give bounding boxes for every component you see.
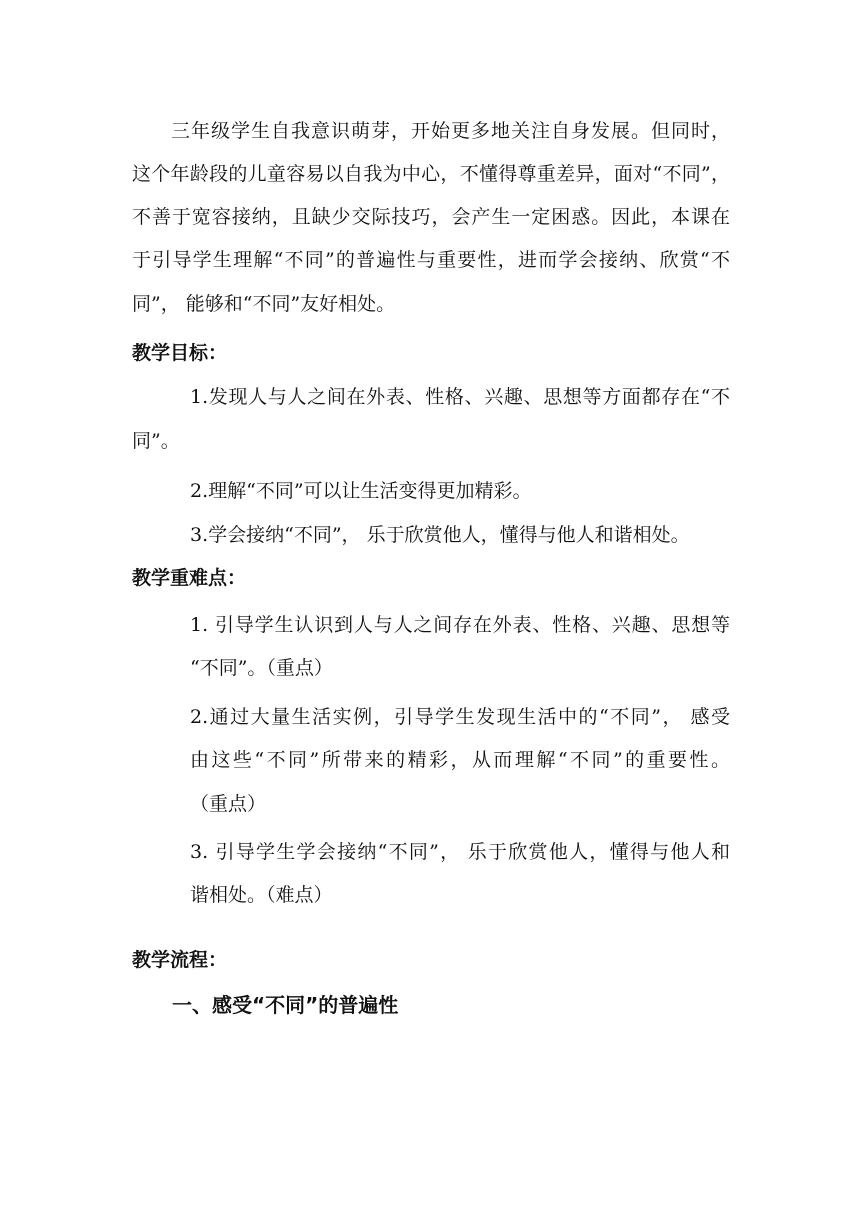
process-section-1: 一、感受“不同”的普遍性 [172,993,399,1017]
key-point-1-line-2: “不同”。（重点） [190,657,333,679]
objectives-heading: 教学目标： [132,342,228,364]
intro-line-1: 三年级学生自我意识萌芽，开始更多地关注自身发展。但同时， [171,120,730,142]
objective-1-line-1: 1.发现人与人之间在外表、性格、兴趣、思想等方面都存在“不 [190,386,730,408]
key-point-2-line-3: （重点） [190,793,267,815]
key-point-2-line-2: 由这些“不同”所带来的精彩，从而理解“不同”的重要性。 [190,749,730,771]
process-heading: 教学流程： [132,949,228,971]
key-point-3-line-1: 3. 引导学生学会接纳“不同”， 乐于欣赏他人，懂得与他人和 [190,841,730,863]
intro-line-2: 这个年龄段的儿童容易以自我为中心，不懂得尊重差异，面对“不同”， [132,163,730,185]
key-point-2-line-1: 2.通过大量生活实例，引导学生发现生活中的“不同”， 感受 [190,706,730,728]
key-point-3-line-2: 谐相处。（难点） [190,884,333,906]
key-point-1-line-1: 1. 引导学生认识到人与人之间存在外表、性格、兴趣、思想等 [190,614,730,636]
objective-2-line-1: 2.理解“不同”可以让生活变得更加精彩。 [190,480,532,502]
key-points-heading: 教学重难点： [132,567,247,589]
objective-3-line-1: 3.学会接纳“不同”， 乐于欣赏他人，懂得与他人和谐相处。 [190,524,690,546]
intro-line-4: 于引导学生理解“不同”的普遍性与重要性，进而学会接纳、欣赏“不 [132,249,730,271]
intro-line-3: 不善于宽容接纳，且缺少交际技巧，会产生一定困惑。因此，本课在 [132,206,730,228]
intro-line-5: 同”， 能够和“不同”友好相处。 [132,293,396,315]
objective-1-line-2: 同”。 [132,430,180,452]
